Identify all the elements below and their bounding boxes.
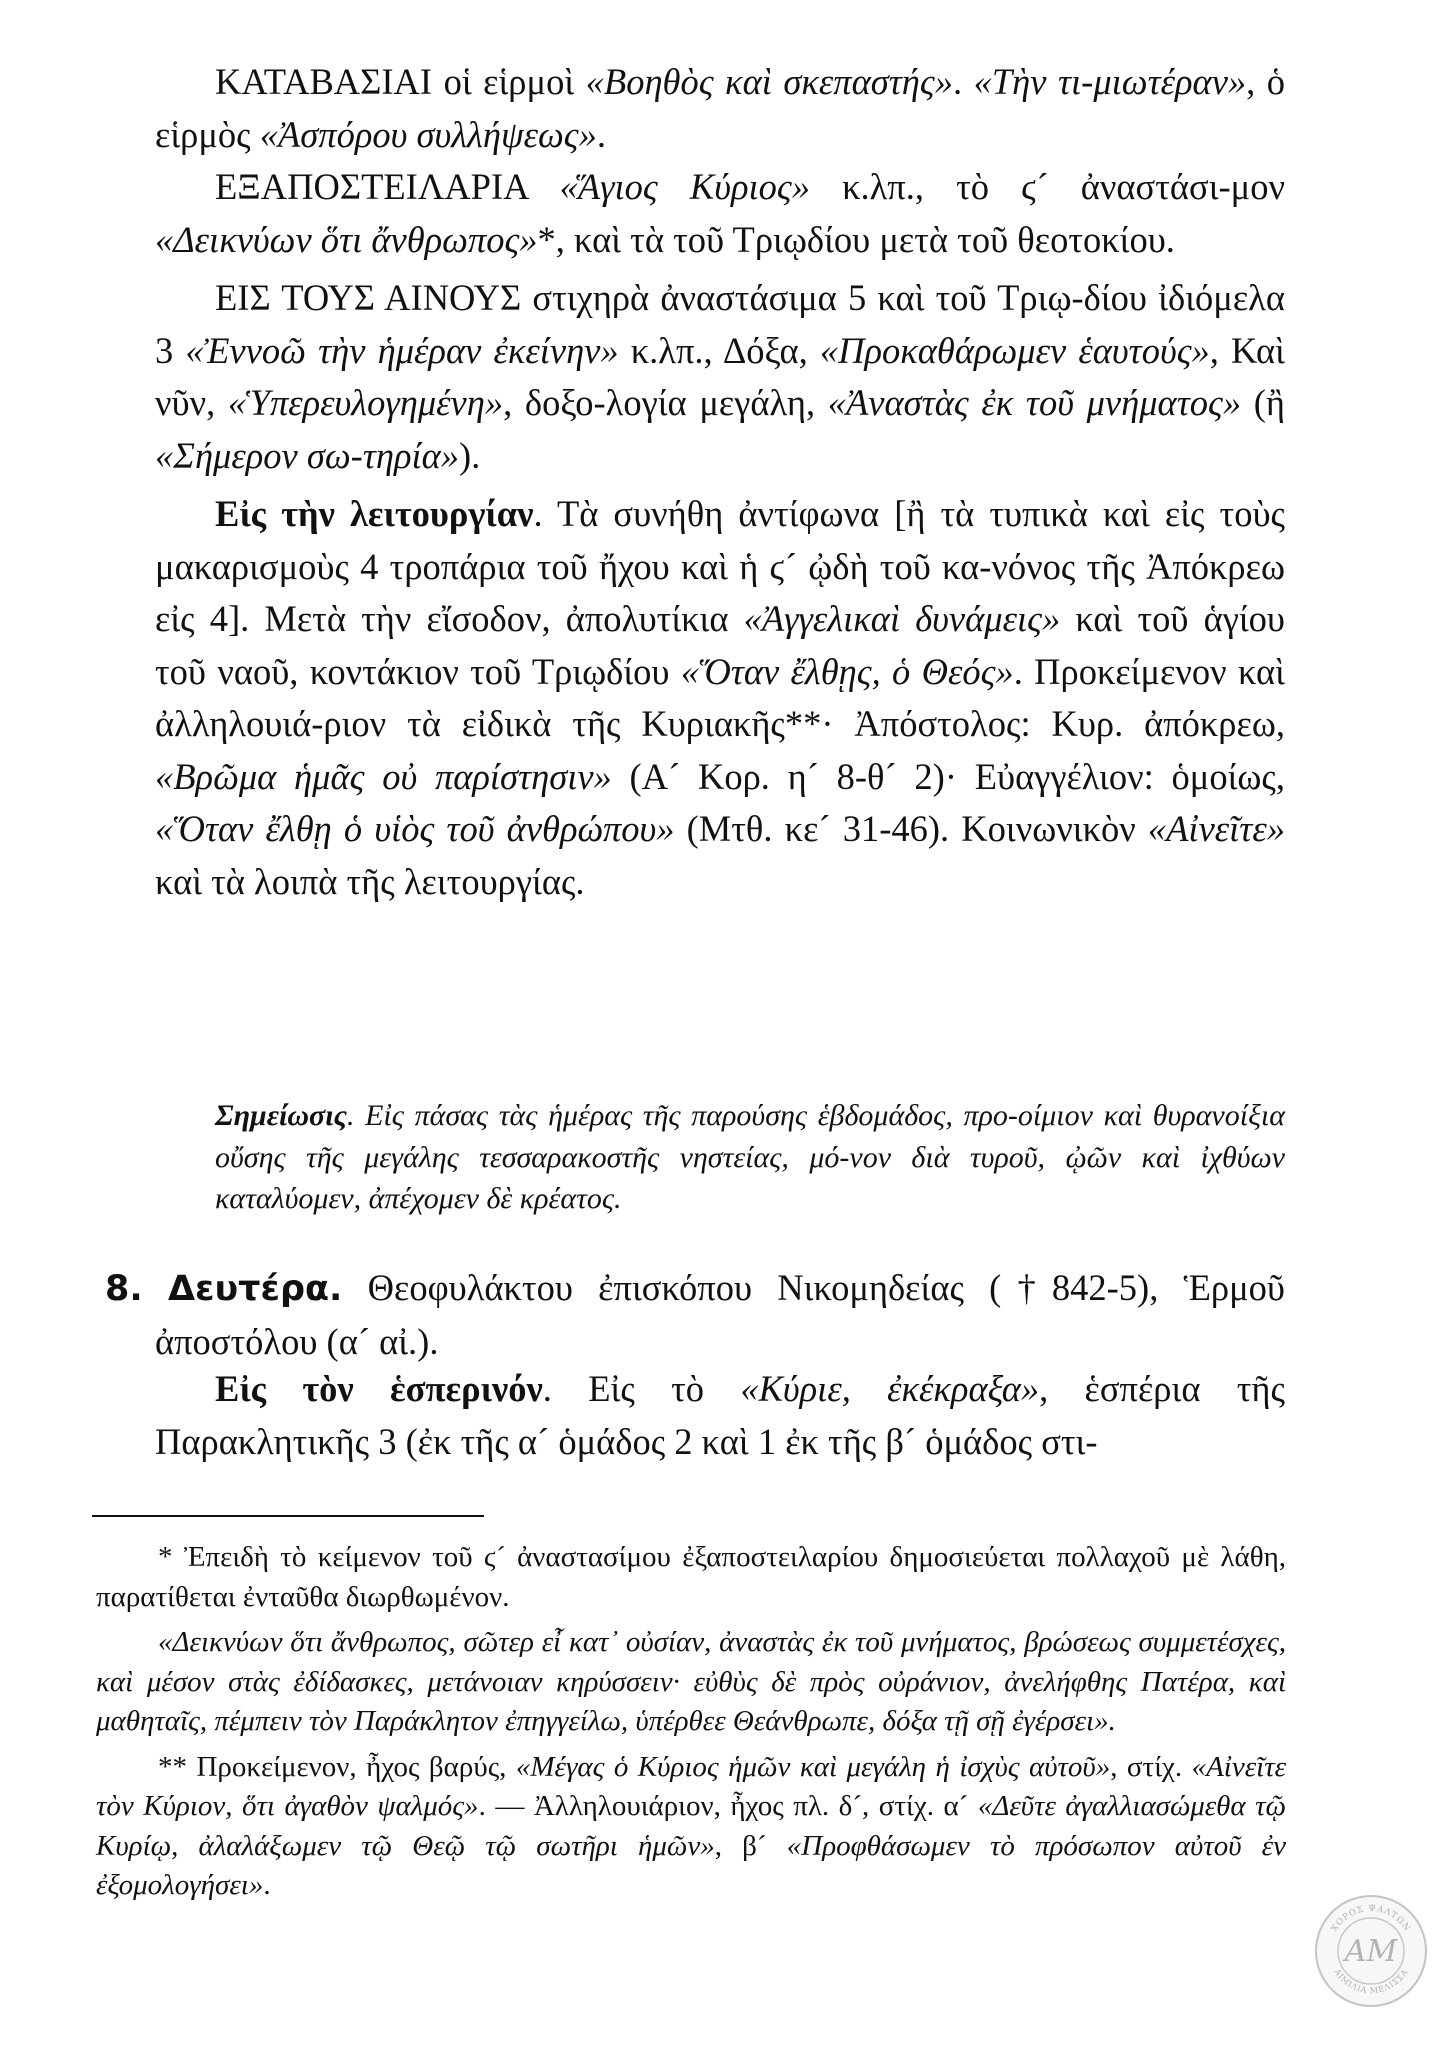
day-commemoration: Θεοφυλάκτου ἐπισκόπου Νικομηδείας (†842-5), Ἑρμοῦ ἀποστόλου (α´ αἰ.). [155,1267,1286,1362]
section-caps-katavasiai: ΚΑΤΑΒΑΣΙΑΙ [215,61,433,102]
exapostilaria-paragraph: ΕΞΑΠΟΣΤΕΙΛΑΡΙΑ «Ἅγιος Κύριος» κ.λπ., τὸ ϛ´ ἀναστάσι-μον «Δεικνύων ὅτι ἄνθρωπος»*, καὶ τὰ τοῦ Τριῳδίου μετὰ τοῦ θεοτοκίου. [155,166,1285,260]
main-text [155,56,1285,908]
day-entry [105,1262,1285,1368]
seal-arc-top: ΧΟΡΟΣ ΨΑΛΤΩΝ [1329,1903,1413,1934]
section-caps-ainous: ΕΙΣ ΤΟΥΣ ΑΙΝΟΥΣ [215,277,522,318]
seal-arc-bottom: ΑΙΜΙΛΙΑ ΜΕΛΙΣΣΑ [1332,1967,1410,1996]
seal-monogram: ΑΜ [1344,1934,1398,1969]
footnote-1-quote: «Δεικνύων ὅτι ἄνθρωπος, σῶτερ εἶ κατ᾽ οὐσίαν, ἀναστὰς ἐκ τοῦ μνήματος, βρώσεως συμμετέσχες, καὶ μέσον στὰς ἐδίδασκες, μετάνοιαν κηρύσσειν· εὐθὺς δὲ πρὸς οὐράνιον, ἀνελήφθης Πατέρα, καὶ μαθηταῖς, πέμπειν τὸν Παράκλητον ἐπηγγείλω, ὑπέρθεε Θεάνθρωπε, δόξα τῇ σῇ ἐγέρσει». [96,1626,1286,1737]
day-number: 8. [105,1269,143,1309]
footnotes [96,1538,1286,1906]
footnote-2: ** Προκείμενον, ἦχος βαρύς, «Μέγας ὁ Κύριος ἡμῶν καὶ μεγάλη ἡ ἰσχὺς αὐτοῦ», στίχ. «Αἰνεῖτε τὸν Κύριον, ὅτι ἀγαθὸν ψαλμός». — Ἀλληλουιάριον, ἦχος πλ. δ´, στίχ. α´ «Δεῦτε ἀγαλλιασώμεθα τῷ Κυρίῳ, ἀλαλάξωμεν τῷ Θεῷ τῷ σωτῆρι ἡμῶν», β´ «Προφθάσωμεν τὸ πρόσωπον αὐτοῦ ἐν ἐξομολογήσει». [96,1750,1287,1901]
footnote-1: * Ἐπειδὴ τὸ κείμενον τοῦ ϛ´ ἀναστασίμου ἐξαποστειλαρίου δημοσιεύεται πολλαχοῦ μὲ λάθη, παρατίθεται ἐνταῦθα διωρθωμένον. [96,1541,1286,1613]
circular-seal-icon [1313,1893,1429,2009]
liturgy-paragraph: Εἰς τὴν λειτουργίαν. Τὰ συνήθη ἀντίφωνα [ἢ τὰ τυπικὰ καὶ εἰς τοὺς μακαρισμοὺς 4 τροπάρια τοῦ ἤχου καὶ ἡ ϛ´ ᾠδὴ τοῦ κα-νόνος τῆς Ἀπόκρεω εἰς 4]. Μετὰ τὴν εἴσοδον, ἀπολυτίκια «Ἀγγελικαὶ δυνάμεις» καὶ τοῦ ἁγίου τοῦ ναοῦ, κοντάκιον τοῦ Τριῳδίου «Ὅταν ἔλθῃς, ὁ Θεός». Προκείμενον καὶ ἀλληλουιά-ριον τὰ εἰδικὰ τῆς Κυριακῆς**· Ἀπόστολος: Κυρ. ἀπόκρεω, «Βρῶμα ἡμᾶς οὐ παρίστησιν» (Α´ Κορ. η´ 8-θ´ 2)· Εὐαγγέλιον: ὁμοίως, «Ὅταν ἔλθῃ ὁ υἱὸς τοῦ ἀνθρώπου» (Μτθ. κε´ 31-46). Κοινωνικὸν «Αἰνεῖτε» καὶ τὰ λοιπὰ τῆς λειτουργίας. [155,493,1286,902]
liturgy-heading: Εἰς τὴν λειτουργίαν [215,493,534,534]
note-paragraph: Σημείωσις. Εἰς πάσας τὰς ἡμέρας τῆς παρούσης ἑβδομάδος, προ-οίμιον καὶ θυρανοίξια οὔσης τῆς μεγάλης τεσσαρακοστῆς νηστείας, μό-νον διὰ τυροῦ, ᾠῶν καὶ ἰχθύων καταλύομεν, ἀπέχομεν δὲ κρέατος. [215,1099,1285,1215]
section-caps-exapostilaria: ΕΞΑΠΟΣΤΕΙΛΑΡΙΑ [215,166,528,207]
day-title: Δευτέρα. [167,1269,343,1309]
footnote-divider [92,1515,484,1517]
vespers-heading: Εἰς τὸν ἑσπερινόν [215,1368,543,1409]
ainous-paragraph: ΕΙΣ ΤΟΥΣ ΑΙΝΟΥΣ στιχηρὰ ἀναστάσιμα 5 καὶ τοῦ Τριῳ-δίου ἰδιόμελα 3 «Ἐννοῶ τὴν ἡμέραν ἐκείνην» κ.λπ., Δόξα, «Προκαθάρωμεν ἑαυτούς», Καὶ νῦν, «Ὑπερευλογημένη», δοξο-λογία μεγάλη, «Ἀναστὰς ἐκ τοῦ μνήματος» (ἢ «Σήμερον σω-τηρία»). [155,277,1286,476]
vespers-paragraph: Εἰς τὸν ἑσπερινόν. Εἰς τὸ «Κύριε, ἐκέκραξα», ἑσπέρια τῆς Παρακλητικῆς 3 (ἐκ τῆς α´ ὁμάδος 2 καὶ 1 ἐκ τῆς β´ ὁμάδος στι- [155,1368,1285,1462]
katavasiai-paragraph: ΚΑΤΑΒΑΣΙΑΙ οἱ εἱρμοὶ «Βοηθὸς καὶ σκεπαστής». «Τὴν τι-μιωτέραν», ὁ εἱρμὸς «Ἀσπόρου συλλήψεως». [155,61,1286,155]
note-heading: Σημείωσις [215,1099,347,1132]
